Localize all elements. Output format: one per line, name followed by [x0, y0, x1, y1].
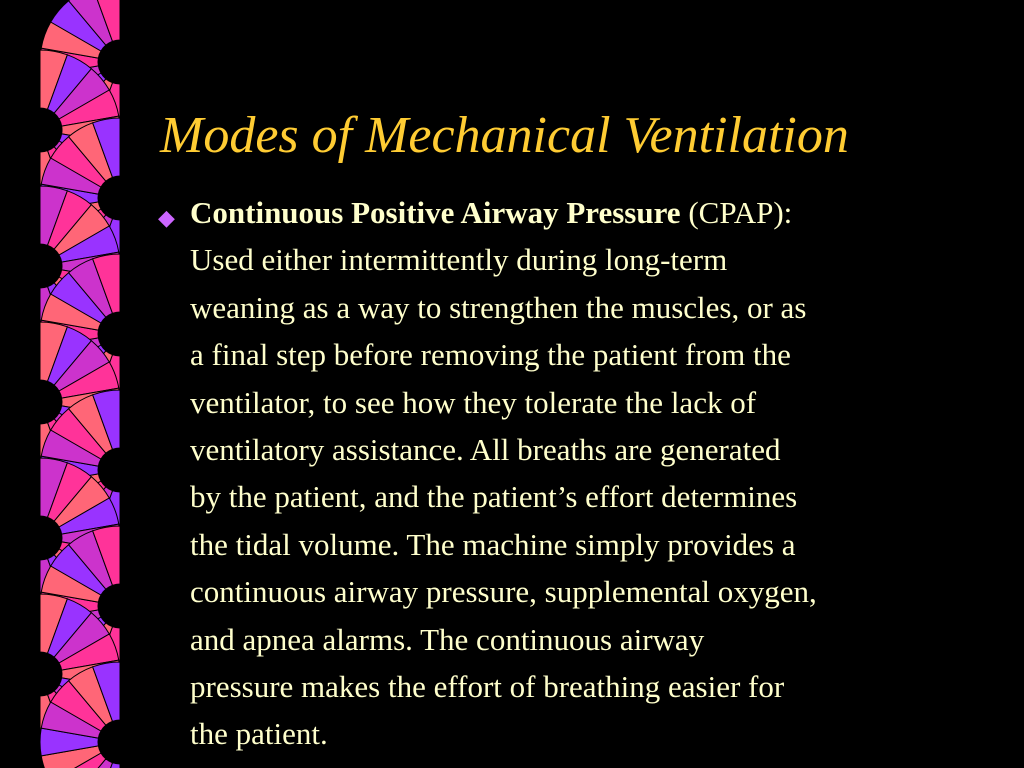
- bullet-line: the patient.: [190, 716, 328, 752]
- bullet-line: and apnea alarms. The continuous airway: [190, 621, 705, 657]
- slide-title: Modes of Mechanical Ventilation: [160, 107, 849, 164]
- fan-segment: [40, 662, 120, 768]
- bullet-line: weaning as a way to strengthen the muscles, or as: [190, 289, 807, 325]
- bullet-diamond-icon: ◆: [158, 205, 175, 230]
- bullet-line: ventilatory assistance. All breaths are generated: [190, 432, 781, 468]
- fan-ribbon-decoration: [0, 0, 140, 768]
- bullet-term: Continuous Positive Airway Pressure: [190, 195, 681, 230]
- bullet-abbreviation: (CPAP):: [680, 195, 793, 230]
- bullet-line: ventilator, to see how they tolerate the lack of: [190, 384, 757, 420]
- bullet-line: a final step before removing the patient from the: [190, 337, 791, 373]
- bullet-line: Used either intermittently during long-term: [190, 242, 728, 278]
- bullet-body: [190, 189, 1005, 758]
- bullet-line: by the patient, and the patient’s effort determines: [190, 479, 798, 515]
- bullet-line: pressure makes the effort of breathing easier for: [190, 669, 785, 705]
- bullet-line: continuous airway pressure, supplemental oxygen,: [190, 574, 817, 610]
- bullet-line: the tidal volume. The machine simply provides a: [190, 526, 796, 562]
